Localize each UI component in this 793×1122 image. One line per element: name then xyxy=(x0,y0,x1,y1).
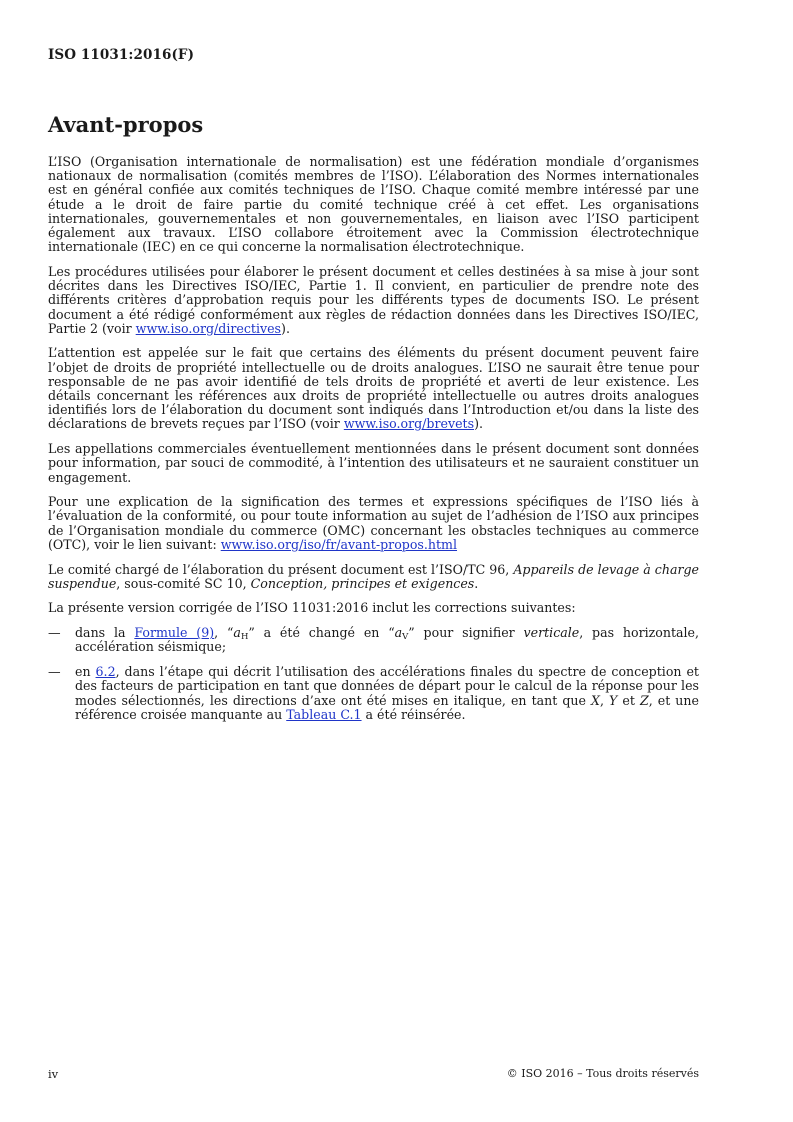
text-run: ” pour signifier xyxy=(408,625,524,641)
text-run: dans la xyxy=(75,625,135,641)
committee-text-end: . xyxy=(474,575,479,591)
paragraph-text: Pour une explication de la signification des termes et expressions spécifiques de l’ISO liés à l’évaluation de la conformité, ou pour toute information au sujet de l’adhésion de l’ISO aux principes de l’Organisation mondiale du commerce (OMC) concernant les obstacles techniques au commerce (OTC), voir le lien suivant: xyxy=(48,494,699,552)
axis-x: X xyxy=(591,692,600,708)
paragraph-committee xyxy=(48,563,699,591)
variable-a: a xyxy=(233,625,241,641)
emphasis-verticale: verticale xyxy=(523,625,580,641)
patents-link[interactable]: www.iso.org/brevets xyxy=(343,416,475,432)
committee-title: Appareils de levage à charge suspendue xyxy=(48,561,699,591)
paragraph-patents xyxy=(48,346,699,431)
page-number: iv xyxy=(48,1067,59,1081)
text-run: ” a été changé en “ xyxy=(248,625,395,641)
paragraph-trade-names: Les appellations commerciales éventuellement mentionnées dans le présent document sont données pour information, par souci de commodité, à l’intention des utilisateurs et ne sauraient constituer un engagement. xyxy=(48,441,699,485)
text-run: a été réinsérée. xyxy=(361,706,466,722)
list-item xyxy=(48,626,699,654)
text-run: , xyxy=(599,692,610,708)
committee-text: Le comité chargé de l’élaboration du présent document est l’ISO/TC 96, xyxy=(48,561,514,577)
paragraph-conformity xyxy=(48,495,699,552)
text-run: en xyxy=(75,664,96,680)
variable-a: a xyxy=(394,625,403,641)
paragraph-tail: ). xyxy=(281,320,290,336)
document-id: ISO 11031:2016(F) xyxy=(48,47,195,63)
foreword-link[interactable]: www.iso.org/iso/fr/avant-propos.html xyxy=(220,536,458,552)
axis-z: Z xyxy=(639,692,649,708)
paragraph-corrections-intro: La présente version corrigée de l’ISO 11031:2016 inclut les corrections suivantes: xyxy=(48,600,576,616)
text-run: , pas horizontale, accélération séismique; xyxy=(75,625,700,655)
list-item xyxy=(48,665,699,722)
text-run: , et une référence croisée manquante au xyxy=(75,692,699,722)
axis-y: Y xyxy=(609,692,618,708)
formula-9-link[interactable]: Formule (9) xyxy=(134,625,215,641)
foreword-body xyxy=(48,155,699,732)
subscript-v: V xyxy=(402,632,409,643)
text-run: , “ xyxy=(214,625,234,641)
subscript-h: H xyxy=(240,632,249,643)
table-c1-link[interactable]: Tableau C.1 xyxy=(286,706,362,722)
dash-bullet: — xyxy=(48,625,61,641)
page-title: Avant-propos xyxy=(48,112,204,137)
copyright-notice: © ISO 2016 – Tous droits réservés xyxy=(506,1067,699,1080)
committee-text-2: , sous-comité SC 10, xyxy=(116,575,251,591)
clause-6-2-link[interactable]: 6.2 xyxy=(95,664,116,680)
dash-bullet: — xyxy=(48,664,61,680)
paragraph-tail: ). xyxy=(474,416,483,432)
paragraph-procedures xyxy=(48,265,699,336)
paragraph-text: L’attention est appelée sur le fait que certains des éléments du présent document peuvent faire l’objet de droits de propriété intellectuelle ou de droits analogues. L’ISO ne saurait être tenue pour responsable de ne pas avoir identifié de tels droits de propriété et averti de leur existence. Les détails concernant les références aux droits de propriété intellectuelle ou autres droits analogues identifiés lors de l’élaboration du document sont indiqués dans l’Introduction et/ou dans la liste des déclarations de brevets reçues par l’ISO (voir xyxy=(48,345,699,432)
paragraph-text: Les procédures utilisées pour élaborer le présent document et celles destinées à sa mise à jour sont décrites dans les Directives ISO/IEC, Partie 1. Il convient, en particulier de prendre note des différents critères d’approbation requis pour les différents types de documents ISO. Le présent document a été rédigé conformément aux règles de rédaction données dans les Directives ISO/IEC, Partie 2 (voir xyxy=(48,263,699,336)
text-run: et xyxy=(617,692,640,708)
list-item-text xyxy=(75,665,699,722)
subcommittee-title: Conception, principes et exigences xyxy=(250,575,475,591)
text-run: , dans l’étape qui décrit l’utilisation des accélérations finales du spectre de conception et des facteurs de participation en tant que données de départ pour le calcul de la réponse pour les modes sélectionnés, les directions d’axe ont été mises en italique, en tant que xyxy=(75,664,699,708)
list-item-text xyxy=(75,626,699,654)
directives-link[interactable]: www.iso.org/directives xyxy=(135,320,282,336)
paragraph-iso-intro: L’ISO (Organisation internationale de normalisation) est une fédération mondiale d’organismes nationaux de normalisation (comités membres de l’ISO). L’élaboration des Normes internationales est en général confiée aux comités techniques de l’ISO. Chaque comité membre intéressé par une étude a le droit de faire partie du comité technique créé à cet effet. Les organisations internationales, gouvernementales et non gouvernementales, en liaison avec l’ISO participent également aux travaux. L’ISO collabore étroitement avec la Commission électrotechnique internationale (IEC) en ce qui concerne la normalisation électrotechnique. xyxy=(48,154,699,255)
